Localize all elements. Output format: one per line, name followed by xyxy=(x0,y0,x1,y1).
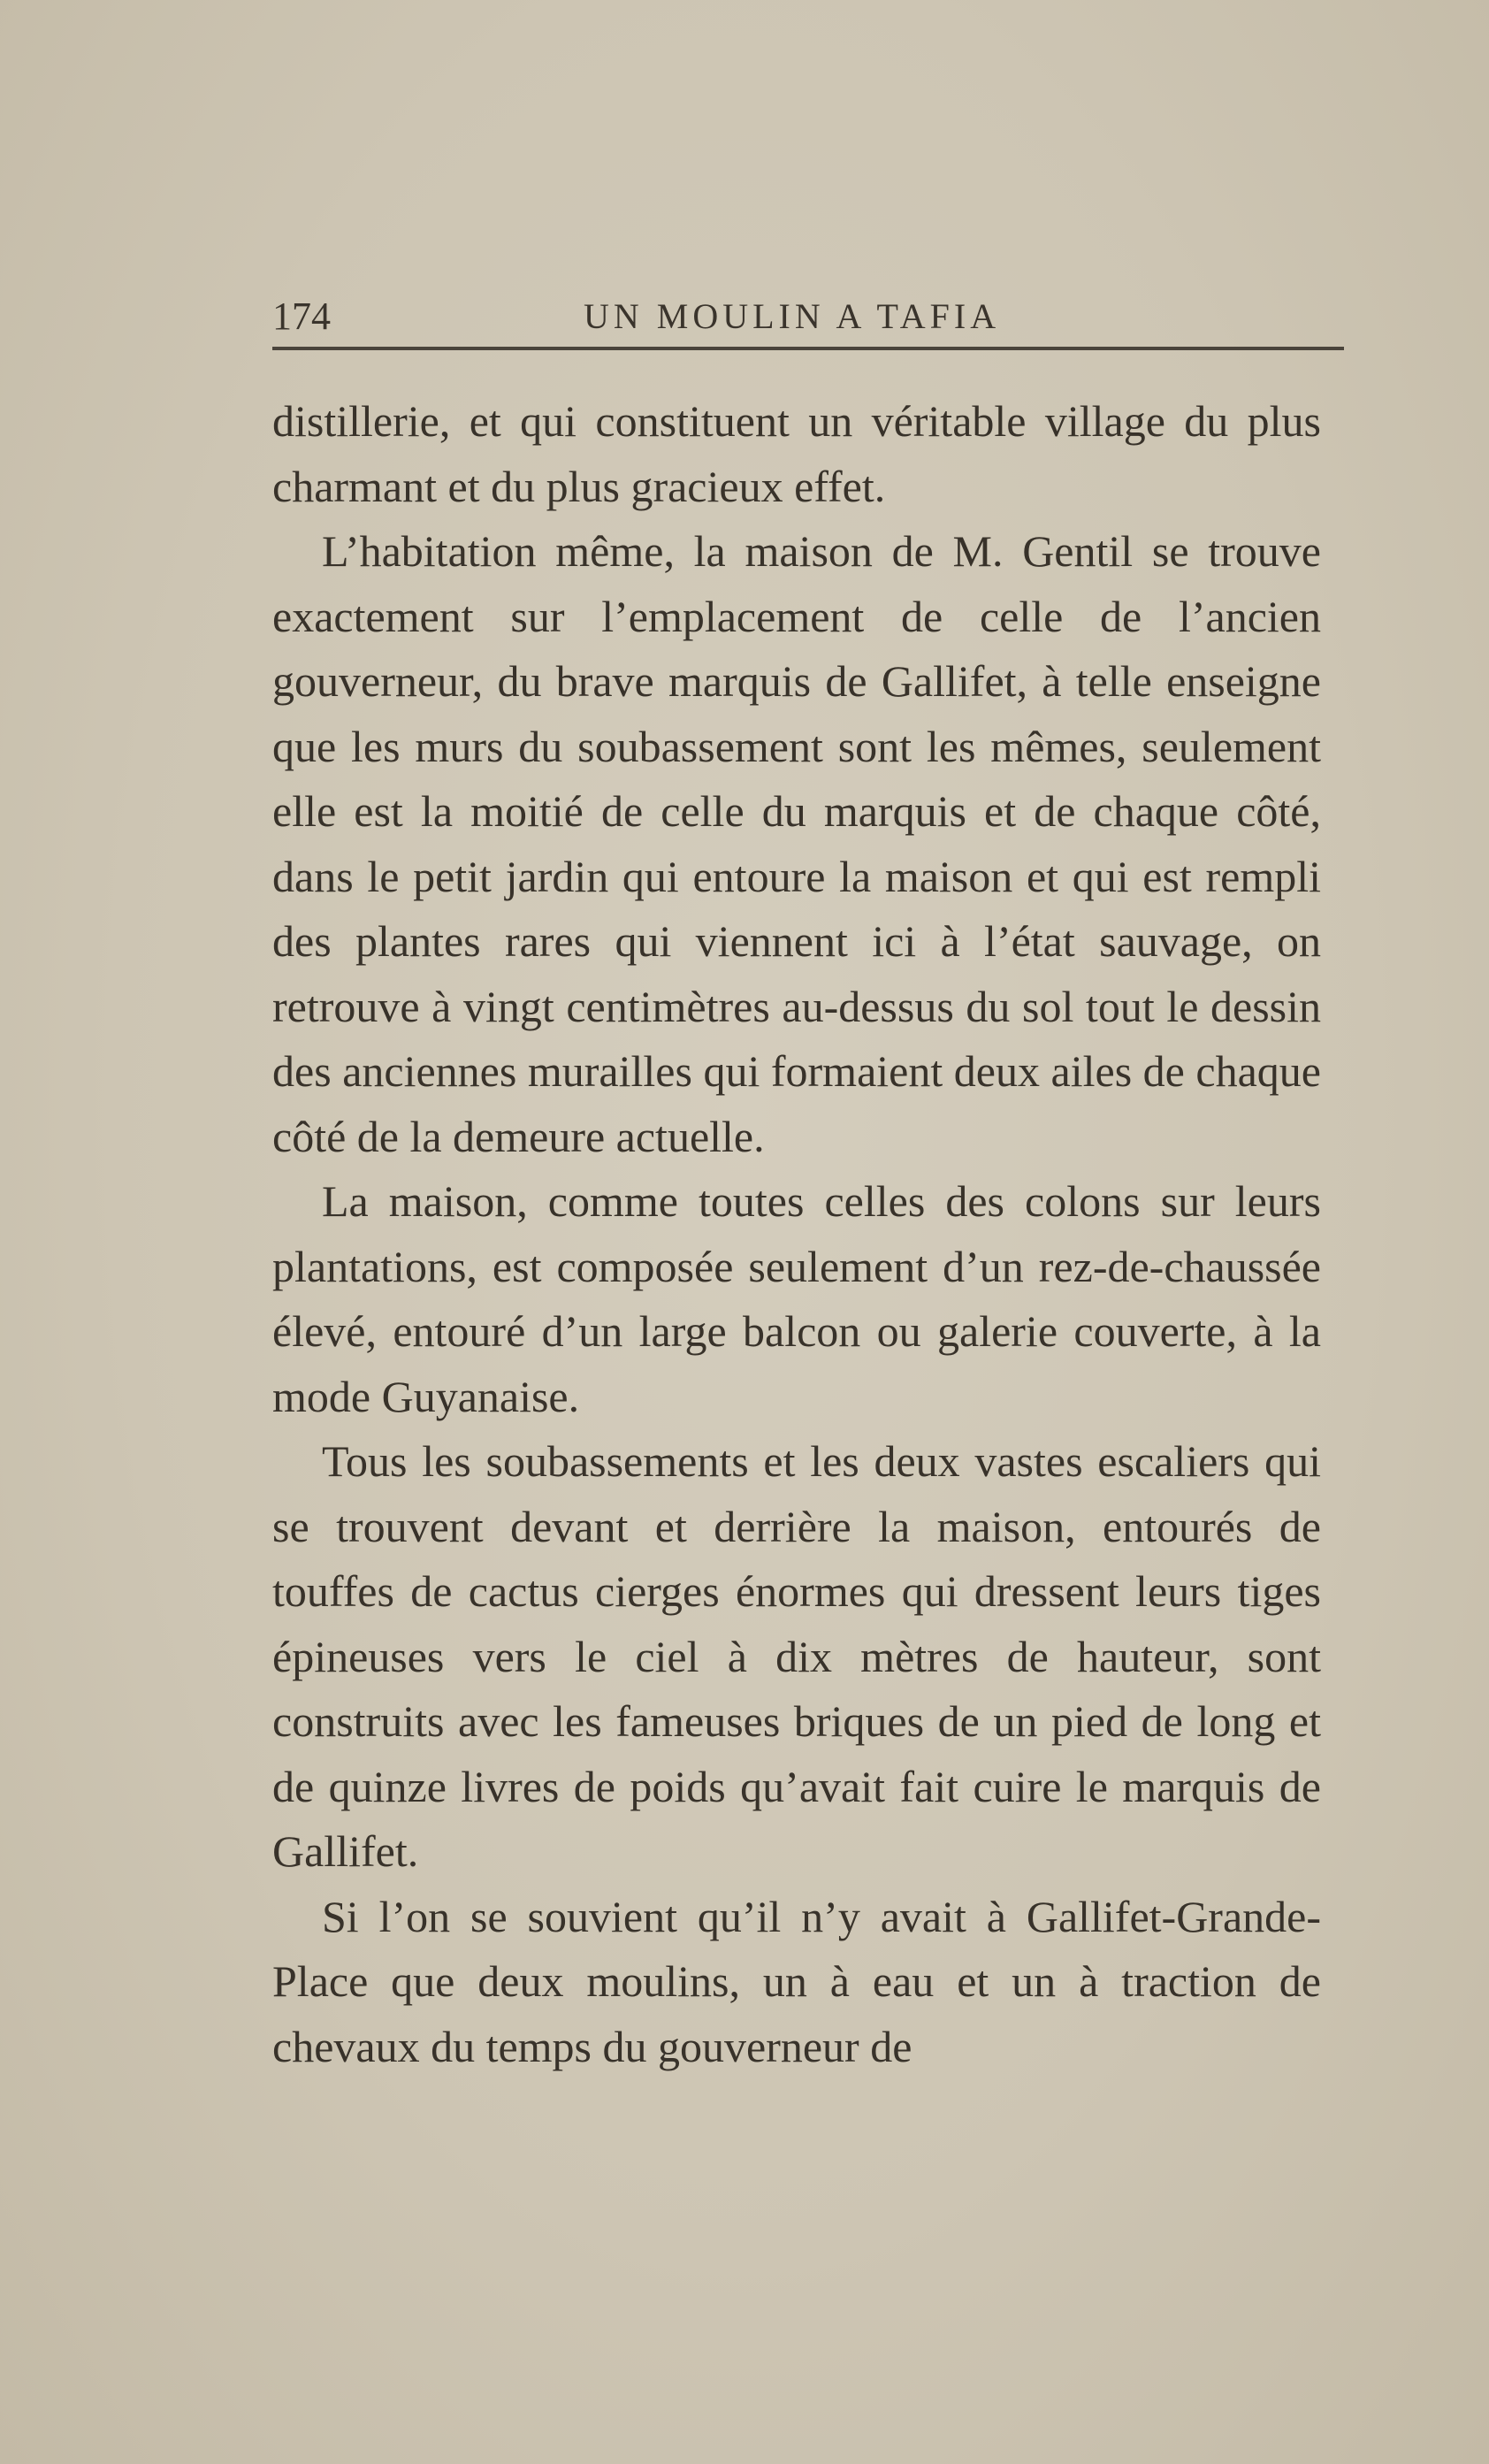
running-title: UN MOULIN A TAFIA xyxy=(584,296,1001,336)
header-rule xyxy=(272,347,1344,350)
page-number: 174 xyxy=(272,295,331,338)
paragraph: Si l’on se souvient qu’il n’y avait à Gallifet-Grande-Place que deux moulins, un à eau et un à traction de chevaux du temps du gouverneur de xyxy=(272,1891,1321,2071)
paragraph: Tous les soubassements et les deux vastes escaliers qui se trouvent devant et derrière la maison, entourés de touffes de cactus cierges énormes qui dressent leurs tiges épineuses vers le ciel à dix mètres de hauteur, sont construits avec les fameuses briques de un pied de long et de quinze livres de poids qu’avait fait cuire le marquis de Gallifet. xyxy=(272,1436,1321,1876)
paragraph: La maison, comme toutes celles des colons sur leurs plantations, est composée seulement d’un rez-de-chaussée élevé, entouré d’un large balcon ou galerie couverte, à la mode Guyanaise. xyxy=(272,1176,1321,1421)
paragraph: L’habitation même, la maison de M. Gentil se trouve exactement sur l’emplacement de celle de l’ancien gouverneur, du brave marquis de Gallifet, à telle enseigne que les murs du soubassement sont les mêmes, seulement elle est la moitié de celle du marquis et de chaque côté, dans le petit jardin qui entoure la maison et qui est rempli des plantes rares qui viennent ici à l’état sauvage, on retrouve à vingt centimètres au-dessus du sol tout le dessin des anciennes murailles qui formaient deux ailes de chaque côté de la demeure actuelle. xyxy=(272,526,1321,1161)
body-text xyxy=(272,389,1321,2079)
page-header xyxy=(272,292,1344,341)
paragraph-continued: distillerie, et qui constituent un véritable village du plus charmant et du plus gracieux effet. xyxy=(272,396,1321,511)
